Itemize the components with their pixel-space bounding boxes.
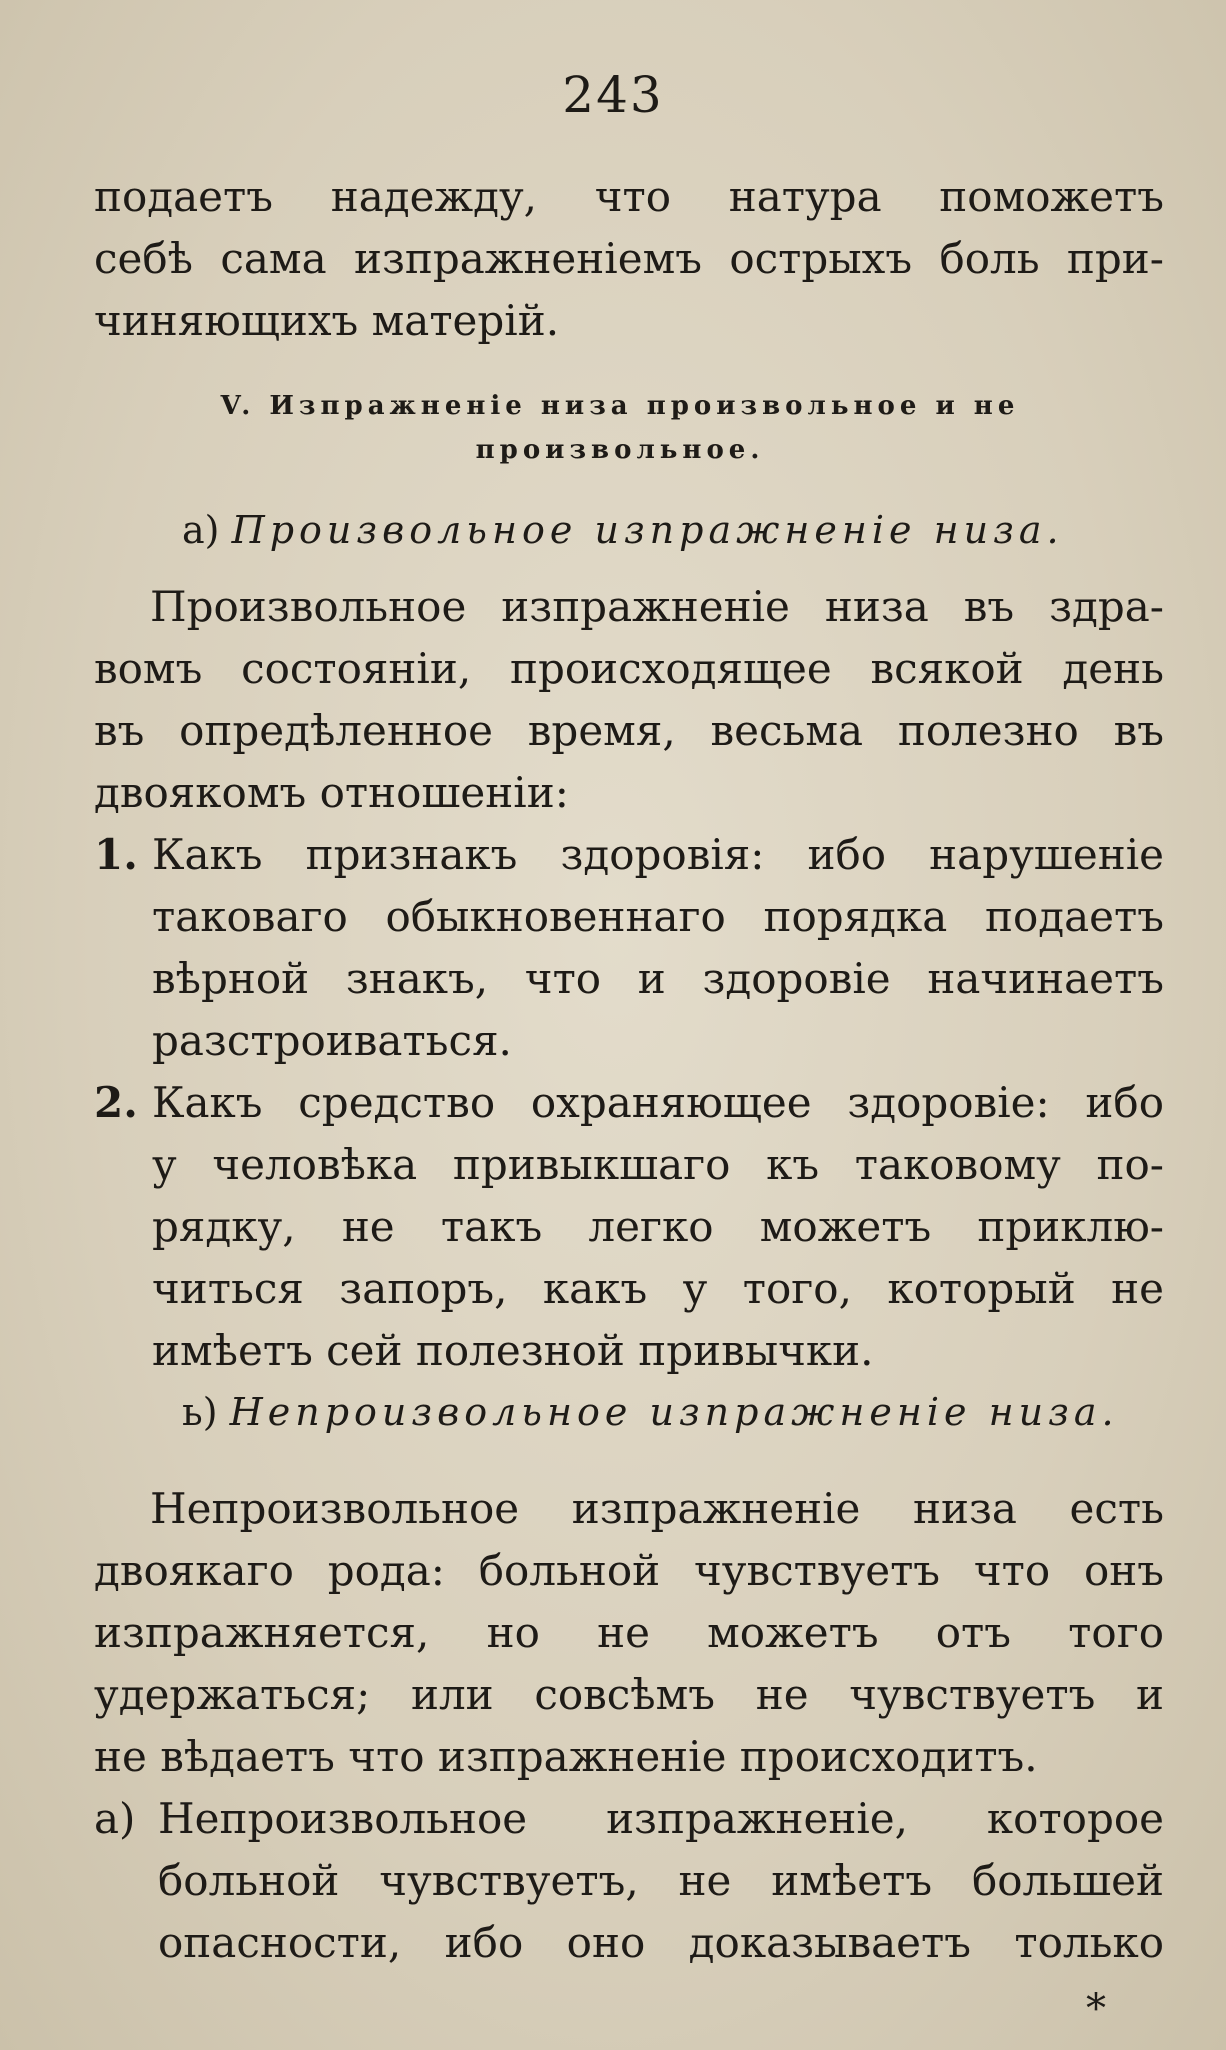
text-line: таковаго обыкновеннаго порядка подаетъ [152,892,1164,941]
text-line: не вѣдаетъ что изпражненіе происходитъ. [94,1732,1038,1781]
section-heading [120,384,1120,472]
subsection-title: Непроизвольное изпражненіе низа. [229,1390,1119,1434]
subsection-b-title [182,1390,1119,1434]
text-line: изпражняется, но не можетъ отъ того [94,1608,1164,1657]
text-line: больной чувствуетъ, не имѣетъ большей [158,1856,1164,1905]
signature-mark: * [1086,1986,1106,2032]
section-heading-line: произвольное. [475,435,765,465]
list-item [94,1072,1164,1382]
subsection-title: Произвольное изпражненіе низа. [231,508,1064,552]
subsection-b-paragraph-cont [94,1540,1164,1788]
section-heading-line: V. Изпражненіе низа произвольное и не [220,391,1020,421]
text-line: себѣ сама изпражненіемъ острыхъ боль при- [94,234,1164,283]
list-item-number: 1. [94,830,138,879]
text-line: Какъ средство охраняющее здоровіе: ибо [152,1078,1164,1127]
list-item-number: а) [94,1794,136,1843]
text-line: читься запоръ, какъ у того, который не [152,1264,1164,1313]
text-line: Произвольное изпражненіе низа въ здра- [150,582,1164,631]
subsection-marker: ь) [182,1390,218,1434]
text-line: Непроизвольное изпражненіе низа есть [150,1484,1164,1533]
text-line: подаетъ надежду, что натура поможетъ [94,172,1164,221]
text-line: опасности, ибо оно доказываетъ только [158,1918,1164,1967]
text-line: разстроиваться. [152,1016,512,1065]
list-item [94,1788,1164,1974]
text-line: имѣетъ сей полезной привычки. [152,1326,874,1375]
text-line: удержаться; или совсѣмъ не чувствуетъ и [94,1670,1164,1719]
text-line: двоякомъ отношеніи: [94,768,569,817]
text-line: Какъ признакъ здоровія: ибо нарушеніе [152,830,1164,879]
text-line: чиняющихъ матерій. [94,296,560,345]
subsection-a-paragraph-cont [94,638,1164,824]
page-number: 243 [562,66,664,124]
subsection-a-paragraph [150,576,1164,638]
subsection-marker: а) [182,508,220,552]
text-line: въ опредѣленное время, весьма полезно въ [94,706,1164,755]
text-line: у человѣка привыкшаго къ таковому по- [152,1140,1164,1189]
intro-paragraph [94,166,1164,352]
list-item [94,824,1164,1072]
text-line: вомъ состояніи, происходящее всякой день [94,644,1164,693]
list-item-number: 2. [94,1078,138,1127]
text-line: рядку, не такъ легко можетъ приклю- [152,1202,1164,1251]
text-line: Непроизвольное изпражненіе, которое [158,1794,1164,1843]
subsection-a-title [182,508,1064,552]
text-line: вѣрной знакъ, что и здоровіе начинаетъ [152,954,1164,1003]
text-line: двоякаго рода: больной чувствуетъ что онъ [94,1546,1164,1595]
subsection-b-paragraph [150,1478,1164,1540]
